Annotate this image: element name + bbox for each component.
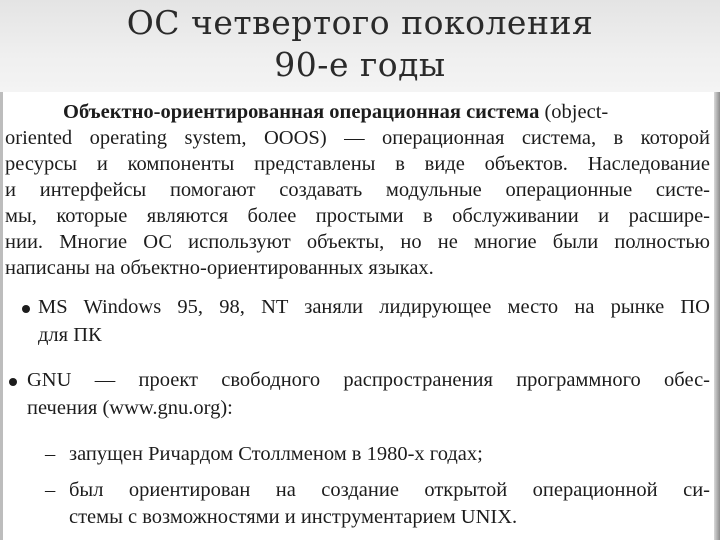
- paragraph-line-5: мы, которые являются более простыми в обслуживании и расшире-: [5, 205, 710, 227]
- gnu-line-1: GNU — проект свободного распространения программного обес-: [27, 369, 710, 391]
- definition-paragraph: [5, 95, 710, 277]
- gnu-sub-item-2-line-1: был ориентирован на создание открытой операционной си-: [69, 479, 710, 501]
- left-border: [0, 92, 3, 540]
- paragraph-line-4: и интерфейсы помогают создавать модульные операционные систе-: [5, 179, 710, 201]
- paragraph-line-6: нии. Многие ОС используют объекты, но не многие были полностью: [5, 231, 710, 253]
- paragraph-line-1: [63, 98, 608, 126]
- windows-line-1: MS Windows 95, 98, NT заняли лидирующее место на рынке ПО: [38, 296, 710, 318]
- slide-title-line-1: ОС четвертого поколения: [126, 3, 594, 42]
- term-english-start: (object-: [544, 101, 609, 123]
- paragraph-line-2: oriented operating system, OOOS) — операционная система, в которой: [5, 127, 710, 149]
- slide-title-line-2: 90-е годы: [274, 45, 446, 84]
- slide-title: [0, 2, 720, 86]
- gnu-line-2: печения (www.gnu.org):: [27, 397, 233, 419]
- dash-marker: –: [45, 443, 56, 465]
- dash-marker: –: [45, 479, 56, 501]
- bullet-dot: [22, 305, 30, 313]
- term-bold: Объектно-ориентированная операционная система: [63, 101, 540, 123]
- windows-line-2: для ПК: [38, 324, 102, 346]
- windows-bullet-block: [5, 290, 710, 352]
- paragraph-line-7: написаны на объектно-ориентированных языках.: [5, 257, 434, 279]
- paragraph-line-3: ресурсы и компоненты представлены в виде объектов. Наследование: [5, 153, 710, 175]
- right-border: [714, 92, 720, 540]
- gnu-bullet-block: [5, 366, 710, 532]
- gnu-sub-item-1: запущен Ричардом Столлменом в 1980-х годах;: [69, 443, 483, 465]
- gnu-sub-item-2-line-2: стемы с возможностями и инструментарием UNIX.: [69, 506, 518, 528]
- bullet-dot: [9, 378, 17, 386]
